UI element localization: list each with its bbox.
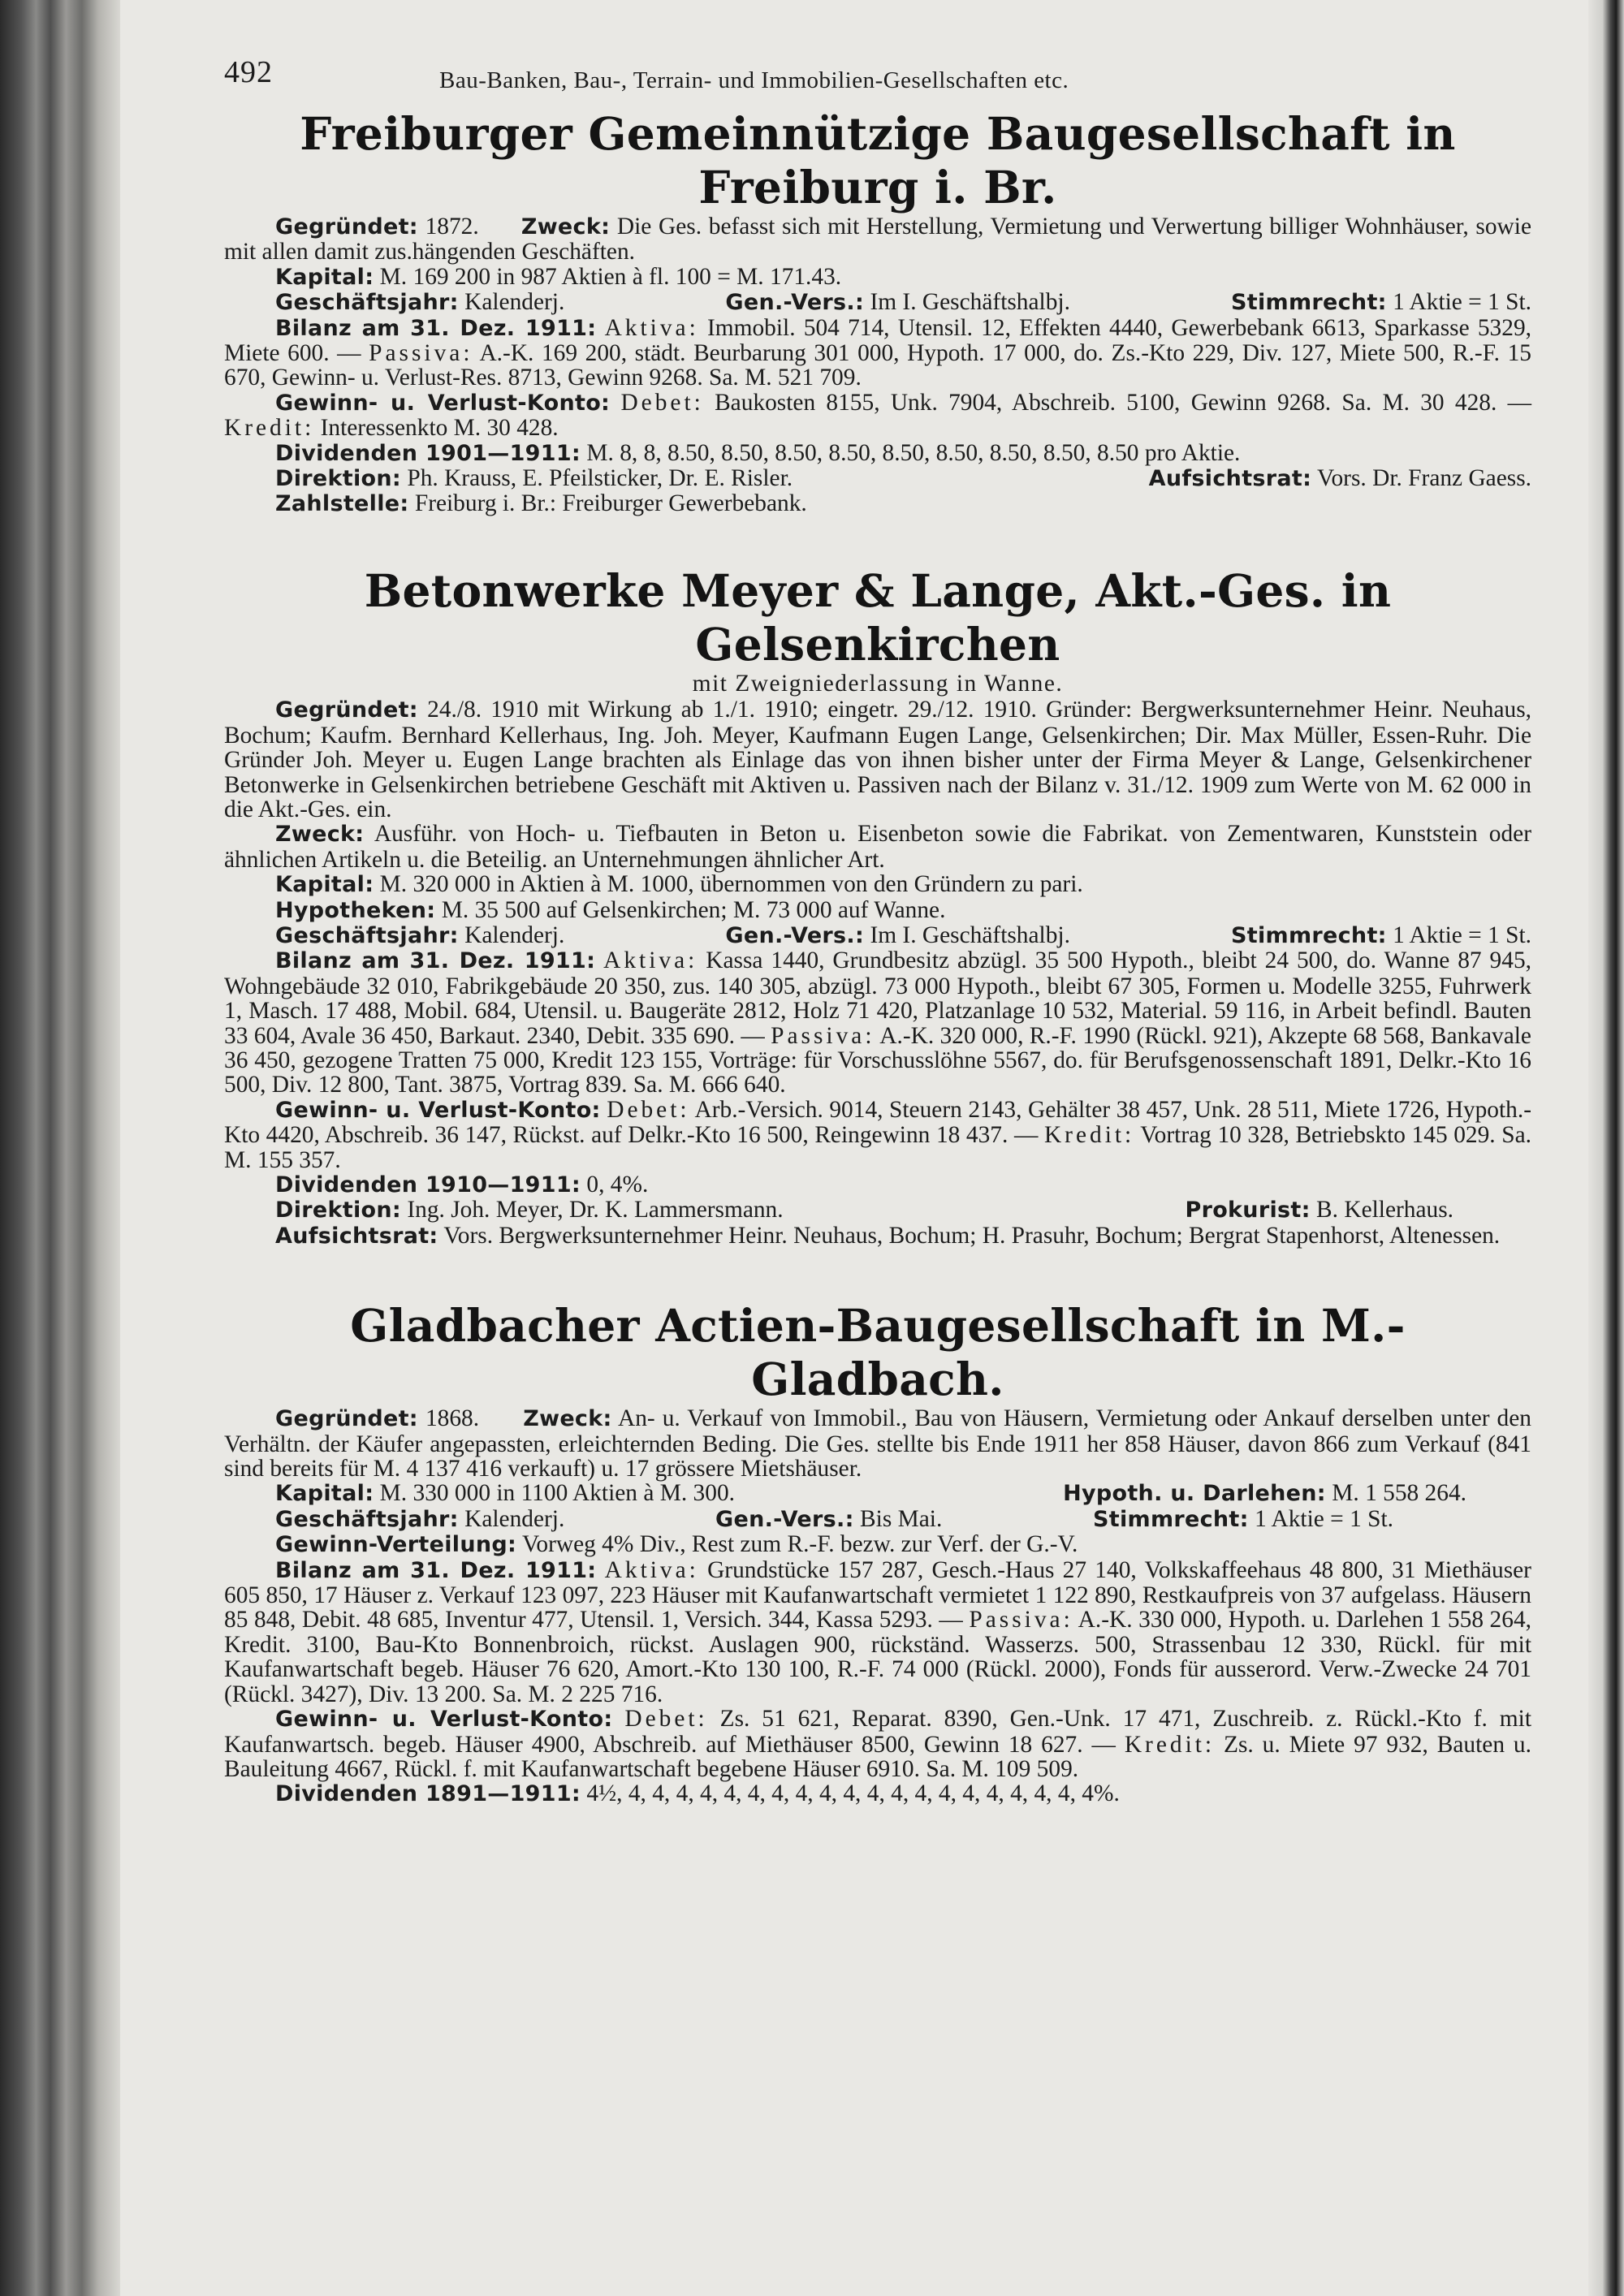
- book-binding-edge: [0, 0, 120, 2296]
- proxy-label: Prokurist:: [1185, 1198, 1311, 1224]
- fiscal-year-value: Kalenderj.: [464, 289, 565, 316]
- running-title: Bau-Banken, Bau-, Terrain- und Immobilien-Gesellschaften etc.: [439, 67, 1069, 93]
- purpose-label: Zweck:: [520, 214, 611, 240]
- capital-value: M. 330 000 in 1100 Aktien à M. 300.: [379, 1480, 735, 1507]
- entry-dividends: [224, 1172, 1531, 1198]
- kredit-label: Kredit:: [1043, 1122, 1135, 1149]
- fiscal-year-label: Geschäftsjahr:: [275, 290, 459, 316]
- dividends-label: Dividenden 1910—1911:: [275, 1172, 581, 1198]
- fiscal-year-label: Geschäftsjahr:: [275, 922, 459, 948]
- supervisory-board-value: Vors. Dr. Franz Gaess.: [1317, 465, 1531, 492]
- purpose-label: Zweck:: [523, 1406, 612, 1432]
- passiva-label: Passiva:: [969, 1607, 1073, 1634]
- fiscal-year-label: Geschäftsjahr:: [275, 1506, 459, 1532]
- entry-capital-loans: [224, 1481, 1531, 1506]
- purpose-value: Die Ges. befasst sich mit Herstellung, Vermietung und Verwertung billiger Wohnhäuser, sowie mit allen damit zus.hängenden Geschäften.: [224, 214, 1531, 265]
- fiscal-year-value: Kalenderj.: [464, 921, 565, 948]
- passiva-label: Passiva:: [771, 1022, 875, 1049]
- purpose-value: Ausführ. von Hoch- u. Tiefbauten in Beton u. Eisenbeton sowie die Fabrikat. von Zementwaren, Kunststein oder ähnlichen Artikeln u. die Beteilig. an Unternehmungen ähnlicher Art.: [224, 821, 1531, 873]
- entry-mortgages: [224, 898, 1531, 923]
- company-subtitle: mit Zweigniederlassung in Wanne.: [692, 670, 1064, 697]
- dividends-label: Dividenden 1891—1911:: [275, 1781, 581, 1807]
- company-entry-freiburg: [224, 107, 1531, 517]
- voting-right-label: Stimmrecht:: [1231, 290, 1387, 316]
- general-meeting-value: Im I. Geschäftshalbj.: [870, 921, 1070, 948]
- balance-label: Bilanz am 31. Dez. 1911:: [275, 1557, 597, 1583]
- dividends-value: 4½, 4, 4, 4, 4, 4, 4, 4, 4, 4, 4, 4, 4, 4, 4, 4, 4, 4, 4, 4, 4%.: [586, 1780, 1120, 1807]
- general-meeting-label: Gen.-Vers.:: [725, 922, 865, 948]
- entry-founded-purpose: [224, 214, 1531, 265]
- capital-label: Kapital:: [275, 1481, 374, 1507]
- entry-fy-gv-vote: [224, 923, 1531, 948]
- loans-label: Hypoth. u. Darlehen:: [1063, 1481, 1326, 1507]
- balance-passiva-text: A.-K. 169 200, städt. Beurbarung 301 000, Hypoth. 17 000, do. Zs.-Kto 229, Div. 127, Miete 500, R.-F. 15 670, Gewinn- u. Verlust-Res. 8713, Gewinn 9268. Sa. M. 521 709.: [224, 340, 1532, 391]
- book-page: [224, 55, 1532, 1807]
- supervisory-board-label: Aufsichtsrat:: [275, 1223, 438, 1249]
- entry-capital: [224, 872, 1531, 897]
- voting-right-value: 1 Aktie = 1 St.: [1255, 1505, 1393, 1532]
- balance-aktiva-text: Grundstücke 157 287, Gesch.-Haus 27 140, Volkskaffeehaus 48 800, 31 Miethäuser 605 850, 17 Häuser z. Verkauf 123 097, 223 Häuser mit Kaufanwartschaft vermietet 1 122 890, Restkaufpreis von 37 aufgelass. Häusern 85 848, Debit. 48 685, Inventur 477, Utensil. 1, Versich. 344, Kassa 5293. —: [224, 1556, 1531, 1634]
- dividends-label: Dividenden 1901—1911:: [275, 440, 581, 466]
- profit-loss-label: Gewinn- u. Verlust-Konto:: [275, 1707, 613, 1733]
- fiscal-year-value: Kalenderj.: [464, 1505, 565, 1532]
- entry-balance: [224, 1558, 1531, 1707]
- general-meeting-value: Bis Mai.: [860, 1505, 943, 1532]
- balance-aktiva-text: Immobil. 504 714, Utensil. 12, Effekten 4440, Gewerbebank 6613, Sparkasse 5329, Miete 600. —: [224, 314, 1531, 367]
- voting-right-label: Stimmrecht:: [1231, 922, 1387, 948]
- entry-profit-loss: [224, 391, 1531, 441]
- mortgages-value: M. 35 500 auf Gelsenkirchen; M. 73 000 auf Wanne.: [441, 896, 946, 923]
- direction-value: Ing. Joh. Meyer, Dr. K. Lammersmann.: [407, 1197, 784, 1224]
- debet-text: Zs. 51 621, Reparat. 8390, Gen.-Unk. 17 471, Zuschreib. z. Rückl.-Kto f. mit Kaufanwartsch. begeb. Häuser 4900, Abschreib. auf Miethäuser 8500, Gewinn 18 627. —: [224, 1706, 1531, 1758]
- loans-value: M. 1 558 264.: [1332, 1480, 1466, 1507]
- debet-text: Baukosten 8155, Unk. 7904, Abschreib. 5100, Gewinn 9268. Sa. M. 30 428. —: [715, 389, 1531, 416]
- balance-aktiva-text: Kassa 1440, Grundbesitz abzügl. 35 500 Hypoth., bleibt 24 500, do. Wanne 87 945, Wohngebäude 32 010, Fabrikgebäude 20 350, zus. 140 305, abzügl. 73 000 Hypoth., bleibt 67 305, Formen u. Modelle 3255, Fuhrwerk 1, Masch. 17 488, Mobil. 684, Utensil. u. Baugeräte 2812, Holz 71 420, Platzanlage 10 532, Material. 59 116, in Arbeit befindl. Bauten 33 604, Avale 36 450, Barkaut. 2340, Debit. 335 690. —: [224, 947, 1531, 1049]
- page-number: 492: [224, 55, 273, 89]
- entry-fy-gv-vote: [224, 1507, 1531, 1532]
- aktiva-label: Aktiva:: [603, 947, 698, 974]
- entry-paying-agent: [224, 491, 1531, 516]
- founded-label: Gegründet:: [275, 1406, 418, 1432]
- capital-value: M. 169 200 in 987 Aktien à fl. 100 = M. 171.43.: [379, 263, 842, 290]
- entry-balance: [224, 316, 1531, 391]
- entry-profit-distribution: [224, 1532, 1531, 1557]
- proxy-value: B. Kellerhaus.: [1316, 1197, 1453, 1224]
- mortgages-label: Hypotheken:: [275, 897, 436, 923]
- entry-fy-gv-vote: [224, 290, 1531, 315]
- entry-supervisory-board: [224, 1224, 1531, 1249]
- supervisory-board-value: Vors. Bergwerksunternehmer Heinr. Neuhaus, Bochum; H. Prasuhr, Bochum; Bergrat Stapenhorst, Altenessen.: [443, 1222, 1501, 1249]
- balance-passiva-text: A.-K. 330 000, Hypoth. u. Darlehen 1 558 264, Kredit. 3100, Bau-Kto Bonnenbroich, rückst. Auslagen 900, rückständ. Wasserzs. 500, Strassenbau 12 330, Rückl. für mit Kaufanwartschaft begeb. Häuser 76 620, Amort.-Kto 130 100, R.-F. 74 000 (Rückl. 2000), Fonds für ausserord. Verw.-Zwecke 24 701 (Rückl. 3427), Div. 13 200. Sa. M. 2 225 716.: [224, 1607, 1531, 1707]
- general-meeting-value: Im I. Geschäftshalbj.: [870, 289, 1070, 316]
- balance-label: Bilanz am 31. Dez. 1911:: [275, 315, 597, 341]
- entry-profit-loss: [224, 1707, 1531, 1781]
- dividends-value: 0, 4%.: [586, 1172, 649, 1198]
- capital-label: Kapital:: [275, 264, 374, 290]
- kredit-text: Vortrag 10 328, Betriebskto 145 029. Sa. M. 155 357.: [224, 1122, 1531, 1173]
- direction-label: Direktion:: [275, 466, 401, 492]
- supervisory-board-label: Aufsichtsrat:: [1148, 466, 1312, 492]
- founded-label: Gegründet:: [275, 697, 418, 723]
- direction-label: Direktion:: [275, 1198, 401, 1224]
- entry-direction-proxy: [224, 1198, 1531, 1223]
- profit-loss-label: Gewinn- u. Verlust-Konto:: [275, 1097, 601, 1123]
- founded-value: 1868.: [425, 1405, 480, 1432]
- entry-founded: [224, 697, 1531, 822]
- general-meeting-label: Gen.-Vers.:: [715, 1506, 854, 1532]
- paying-agent-label: Zahlstelle:: [275, 491, 409, 517]
- profit-distribution-value: Vorweg 4% Div., Rest zum R.-F. bezw. zur Verf. der G.-V.: [521, 1531, 1078, 1558]
- entry-balance: [224, 948, 1531, 1097]
- passiva-label: Passiva:: [369, 340, 473, 367]
- purpose-label: Zweck:: [275, 822, 365, 848]
- kredit-text: Interessenkto M. 30 428.: [320, 415, 559, 442]
- kredit-text: Zs. u. Miete 97 932, Bauten u. Bauleitung 4667, Rückl. f. mit Kaufanwartschaft begebene Häuser 6910. Sa. M. 109 509.: [224, 1731, 1531, 1782]
- page-right-edge: [1588, 0, 1624, 2296]
- founded-label: Gegründet:: [275, 214, 418, 240]
- entry-purpose: [224, 822, 1531, 872]
- entry-capital: [224, 265, 1531, 290]
- company-title: Gladbacher Actien-Baugesellschaft in M.-Gladbach.: [350, 1299, 1406, 1406]
- founded-value: 24./8. 1910 mit Wirkung ab 1./1. 1910; eingetr. 29./12. 1910. Gründer: Bergwerksunternehmer Heinr. Neuhaus, Bochum; Kaufm. Bernhard Kellerhaus, Ing. Joh. Meyer, Kaufmann Eugen Lange, Gelsenkirchen; Dir. Max Müller, Essen-Ruhr. Die Gründer Joh. Meyer u. Eugen Lange brachten als Einlage das von ihnen bisher unter der Firma Meyer & Lange, Gelsenkirchener Betonwerke in Gelsenkirchen betriebene Geschäft mit Aktiven u. Passiven nach der Bilanz v. 31./12. 1909 zum Werte von M. 62 000 in die Akt.-Ges. ein.: [224, 697, 1531, 822]
- balance-passiva-text: A.-K. 320 000, R.-F. 1990 (Rückl. 921), Akzepte 68 568, Bankavale 36 450, gezogene Tratten 75 000, Kredit 123 155, Vorträge: für Vorschusslöhne 5567, do. für Berufsgenossenschaft 1891, Delkr.-Kto 16 500, Div. 12 800, Tant. 3875, Vortrag 839. Sa. M. 666 640.: [224, 1022, 1531, 1098]
- voting-right-value: 1 Aktie = 1 St.: [1393, 289, 1531, 316]
- purpose-value: An- u. Verkauf von Immobil., Bau von Häusern, Vermietung oder Ankauf derselben unter den Verhältn. der Käufer angepassten, erleichternden Beding. Die Ges. stellte bis Ende 1911 her 858 Häuser, davon 866 zum Verkauf (841 sind bereits für M. 4 137 416 verkauft) u. 17 grössere Mietshäuser.: [224, 1405, 1531, 1482]
- debet-text: Arb.-Versich. 9014, Steuern 2143, Gehälter 38 457, Unk. 28 511, Miete 1726, Hypoth.-Kto 4420, Abschreib. 36 147, Rückst. auf Delkr.-Kto 16 500, Reingewinn 18 437. —: [224, 1096, 1531, 1149]
- entry-dividends: [224, 441, 1531, 466]
- debet-label: Debet:: [607, 1096, 690, 1123]
- entry-dividends: [224, 1781, 1531, 1806]
- company-entry-betonwerke: [224, 564, 1531, 1249]
- founded-value: 1872.: [425, 214, 479, 240]
- dividends-value: M. 8, 8, 8.50, 8.50, 8.50, 8.50, 8.50, 8.50, 8.50, 8.50, 8.50 pro Aktie.: [586, 439, 1241, 466]
- direction-value: Ph. Krauss, E. Pfeilsticker, Dr. E. Risler.: [407, 465, 793, 492]
- debet-label: Debet:: [620, 389, 704, 416]
- profit-loss-label: Gewinn- u. Verlust-Konto:: [275, 390, 611, 416]
- paying-agent-value: Freiburg i. Br.: Freiburger Gewerbebank.: [414, 490, 807, 517]
- balance-label: Bilanz am 31. Dez. 1911:: [275, 948, 596, 974]
- profit-distribution-label: Gewinn-Verteilung:: [275, 1532, 517, 1558]
- kredit-label: Kredit:: [1124, 1731, 1216, 1758]
- company-title: Freiburger Gemeinnützige Baugesellschaft in Freiburg i. Br.: [300, 107, 1456, 214]
- entry-founded-purpose: [224, 1406, 1531, 1481]
- general-meeting-label: Gen.-Vers.:: [725, 290, 865, 316]
- entry-direction-board: [224, 466, 1531, 491]
- running-head: [224, 55, 1531, 107]
- aktiva-label: Aktiva:: [604, 314, 699, 341]
- entry-profit-loss: [224, 1098, 1531, 1172]
- company-title: Betonwerke Meyer & Lange, Akt.-Ges. in Gelsenkirchen: [364, 563, 1392, 671]
- aktiva-label: Aktiva:: [604, 1556, 699, 1583]
- capital-value: M. 320 000 in Aktien à M. 1000, übernommen von den Gründern zu pari.: [379, 871, 1083, 898]
- debet-label: Debet:: [624, 1706, 708, 1733]
- company-entry-gladbacher: [224, 1299, 1531, 1807]
- voting-right-label: Stimmrecht:: [1093, 1506, 1249, 1532]
- voting-right-value: 1 Aktie = 1 St.: [1393, 921, 1531, 948]
- kredit-label: Kredit:: [224, 415, 315, 442]
- capital-label: Kapital:: [275, 872, 374, 898]
